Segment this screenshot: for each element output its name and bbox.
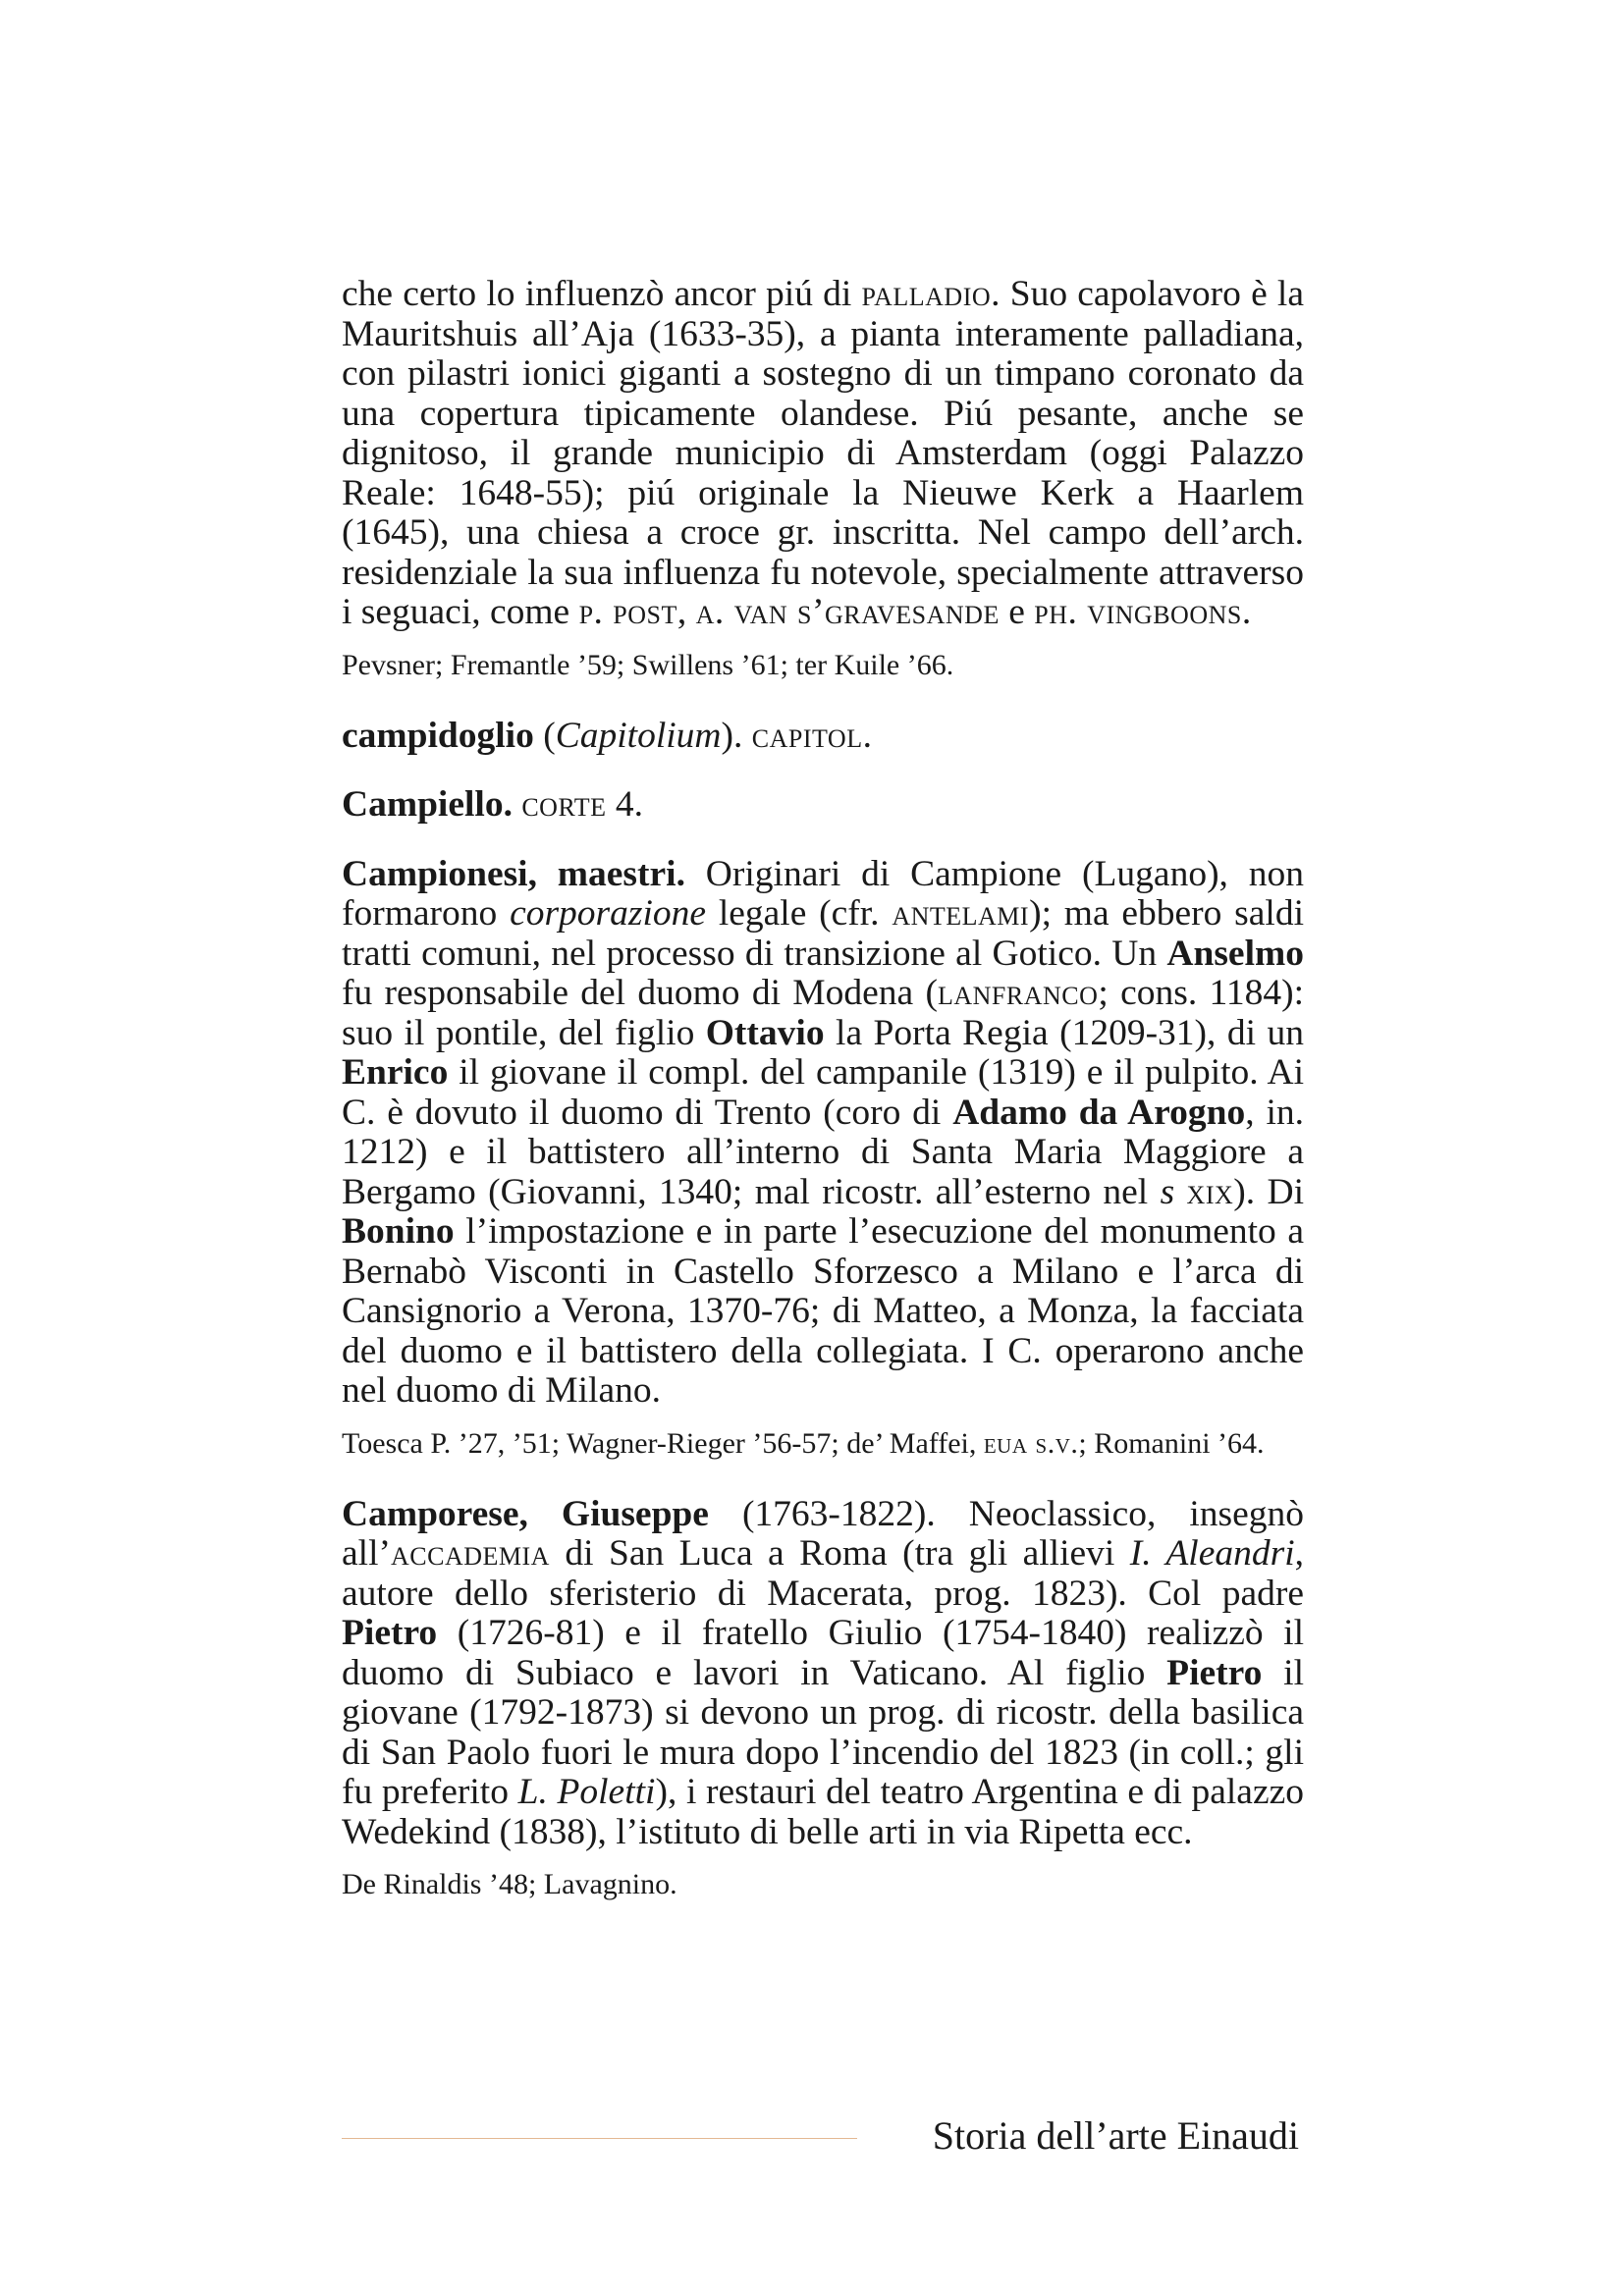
entry-text: . Suo capolavoro è la Mauritshuis all’Aja (1633-35), a pianta interamente palladiana, con pilastri ionici giganti a sostegno di un timpano coronato da una copertura tipicamente olandese. Piú pesante, anche se dignitoso, il grande municipio di Amsterdam (oggi Palazzo Reale: 1648-55); piú originale la Nieuwe Kerk a Haarlem (1645), una chiesa a croce gr. inscritta. Nel campo dell’arch. residenziale la sua influenza fu notevole, specialmente attraverso i seguaci, come	[342, 274, 1304, 632]
cross-ref-vingboons[interactable]: ph. vingboons	[1034, 592, 1242, 632]
entry-latin-term: Capitolium	[555, 715, 722, 756]
entry-text: .	[862, 715, 872, 756]
page-footer	[342, 2112, 1299, 2167]
entry-text: .	[1241, 592, 1252, 632]
entry-text: (1726-81) e il fratello Giulio (1754-1840) realizzò il duomo di Subiaco e lavori in Vaticano. Al figlio	[342, 1613, 1304, 1693]
entry-text: il giovane il compl. del campanile (1319) e il pulpito. Ai C. è dovuto il duomo di Trento (coro di	[342, 1052, 1304, 1133]
bibliography-abbrev: eua s.v.	[983, 1426, 1079, 1460]
entry-text: (1763-1822). Neoclassico, insegnò all’	[342, 1493, 1304, 1574]
person-name-italic: I. Aleandri	[1129, 1533, 1295, 1574]
entry-text: ,	[676, 592, 696, 632]
entry-text: che certo lo influenzò ancor piú di	[342, 274, 862, 314]
entry-text: e	[999, 592, 1035, 632]
bibliography-text: ; Romanini ’64.	[1078, 1426, 1265, 1460]
entry-headword: campidoglio	[342, 715, 534, 756]
cross-ref-antelami[interactable]: antelami	[892, 893, 1030, 934]
footer-title: Storia dell’arte Einaudi	[932, 2113, 1299, 2158]
person-name-italic: L. Poletti	[517, 1772, 656, 1812]
entry-text: di San Luca a Roma (tra gli allievi	[549, 1533, 1130, 1574]
entry-camporese	[342, 1495, 1304, 1853]
entry-text: Originari di Campione (Lugano), non formarono	[342, 853, 1304, 934]
entry-emphasis: s	[1160, 1171, 1175, 1212]
entry-headword: Campionesi, maestri.	[342, 853, 685, 894]
entry-text: 4.	[606, 784, 643, 825]
cross-ref-post[interactable]: p. post	[578, 592, 677, 632]
person-name: Pietro	[342, 1613, 438, 1653]
entry-text: ). Di	[1233, 1171, 1304, 1212]
person-name: Anselmo	[1166, 933, 1304, 974]
cross-ref-corte[interactable]: corte	[521, 784, 607, 825]
cross-ref-gravesande[interactable]: a. van s’gravesande	[695, 592, 1000, 632]
entry-text: ).	[721, 715, 752, 756]
entry-text: la Porta Regia (1209-31), di un	[824, 1012, 1304, 1053]
entry-text	[513, 784, 521, 825]
entry-text: (	[533, 715, 556, 756]
entry-text: ), i restauri del teatro Argentina e di palazzo Wedekind (1838), l’istituto di belle arti in via Ripetta ecc.	[342, 1772, 1304, 1852]
entry-text: legale (cfr.	[706, 893, 893, 934]
entry-headword: Camporese, Giuseppe	[342, 1493, 709, 1534]
person-name: Enrico	[342, 1052, 449, 1093]
cross-ref-capitol[interactable]: capitol	[751, 715, 863, 756]
entry-text: ); ma ebbero saldi tratti comuni, nel processo di transizione al Gotico. Un	[342, 893, 1304, 974]
entry-text: fu responsabile del duomo di Modena (	[342, 973, 938, 1013]
entry-text	[1174, 1172, 1186, 1212]
entry-campiello	[342, 785, 1304, 826]
footer-rule	[342, 2138, 857, 2139]
entry-text: , in. 1212) e il battistero all’interno di Santa Maria Maggiore a Bergamo (Giovanni, 1340; mal ricostr. all’esterno nel	[342, 1092, 1304, 1212]
entry-text: ; cons. 1184): suo il pontile, del figlio	[342, 973, 1305, 1053]
bibliography-text: Toesca P. ’27, ’51; Wagner-Rieger ’56-57; de’ Maffei,	[342, 1426, 984, 1460]
page-body	[342, 275, 1304, 1936]
entry-text: , autore dello sferisterio di Macerata, prog. 1823). Col padre	[342, 1533, 1304, 1614]
person-name: Ottavio	[705, 1012, 825, 1053]
entry-continuation	[342, 275, 1304, 633]
century-numeral: xix	[1186, 1171, 1234, 1212]
cross-ref-lanfranco[interactable]: lanfranco	[937, 973, 1099, 1013]
bibliography-campionesi	[342, 1425, 1304, 1462]
entry-text: il giovane (1792-1873) si devono un prog. di ricostr. della basilica di San Paolo fuori le mura dopo l’incendio del 1823 (in coll.; gli fu preferito	[342, 1652, 1304, 1812]
entry-campidoglio	[342, 717, 1304, 757]
person-name: Adamo da Arogno	[952, 1092, 1246, 1133]
entry-text: l’impostazione e in parte l’esecuzione del monumento a Bernabò Visconti in Castello Sforzesco a Milano e l’arca di Cansignorio a Verona, 1370-76; di Matteo, a Monza, la facciata del duomo e il battistero della collegiata. I C. operarono anche nel duomo di Milano.	[342, 1211, 1304, 1411]
bibliography-camporese: De Rinaldis ’48; Lavagnino.	[342, 1868, 677, 1900]
cross-ref-accademia[interactable]: accademia	[390, 1533, 550, 1574]
entry-campionesi	[342, 855, 1304, 1412]
bibliography-continuation: Pevsner; Fremantle ’59; Swillens ’61; ter Kuile ’66.	[342, 648, 954, 681]
cross-ref-palladio[interactable]: palladio	[861, 274, 992, 314]
entry-emphasis: corporazione	[510, 893, 707, 934]
person-name: Bonino	[342, 1211, 455, 1252]
entry-headword: Campiello.	[342, 784, 513, 825]
person-name: Pietro	[1166, 1652, 1263, 1693]
